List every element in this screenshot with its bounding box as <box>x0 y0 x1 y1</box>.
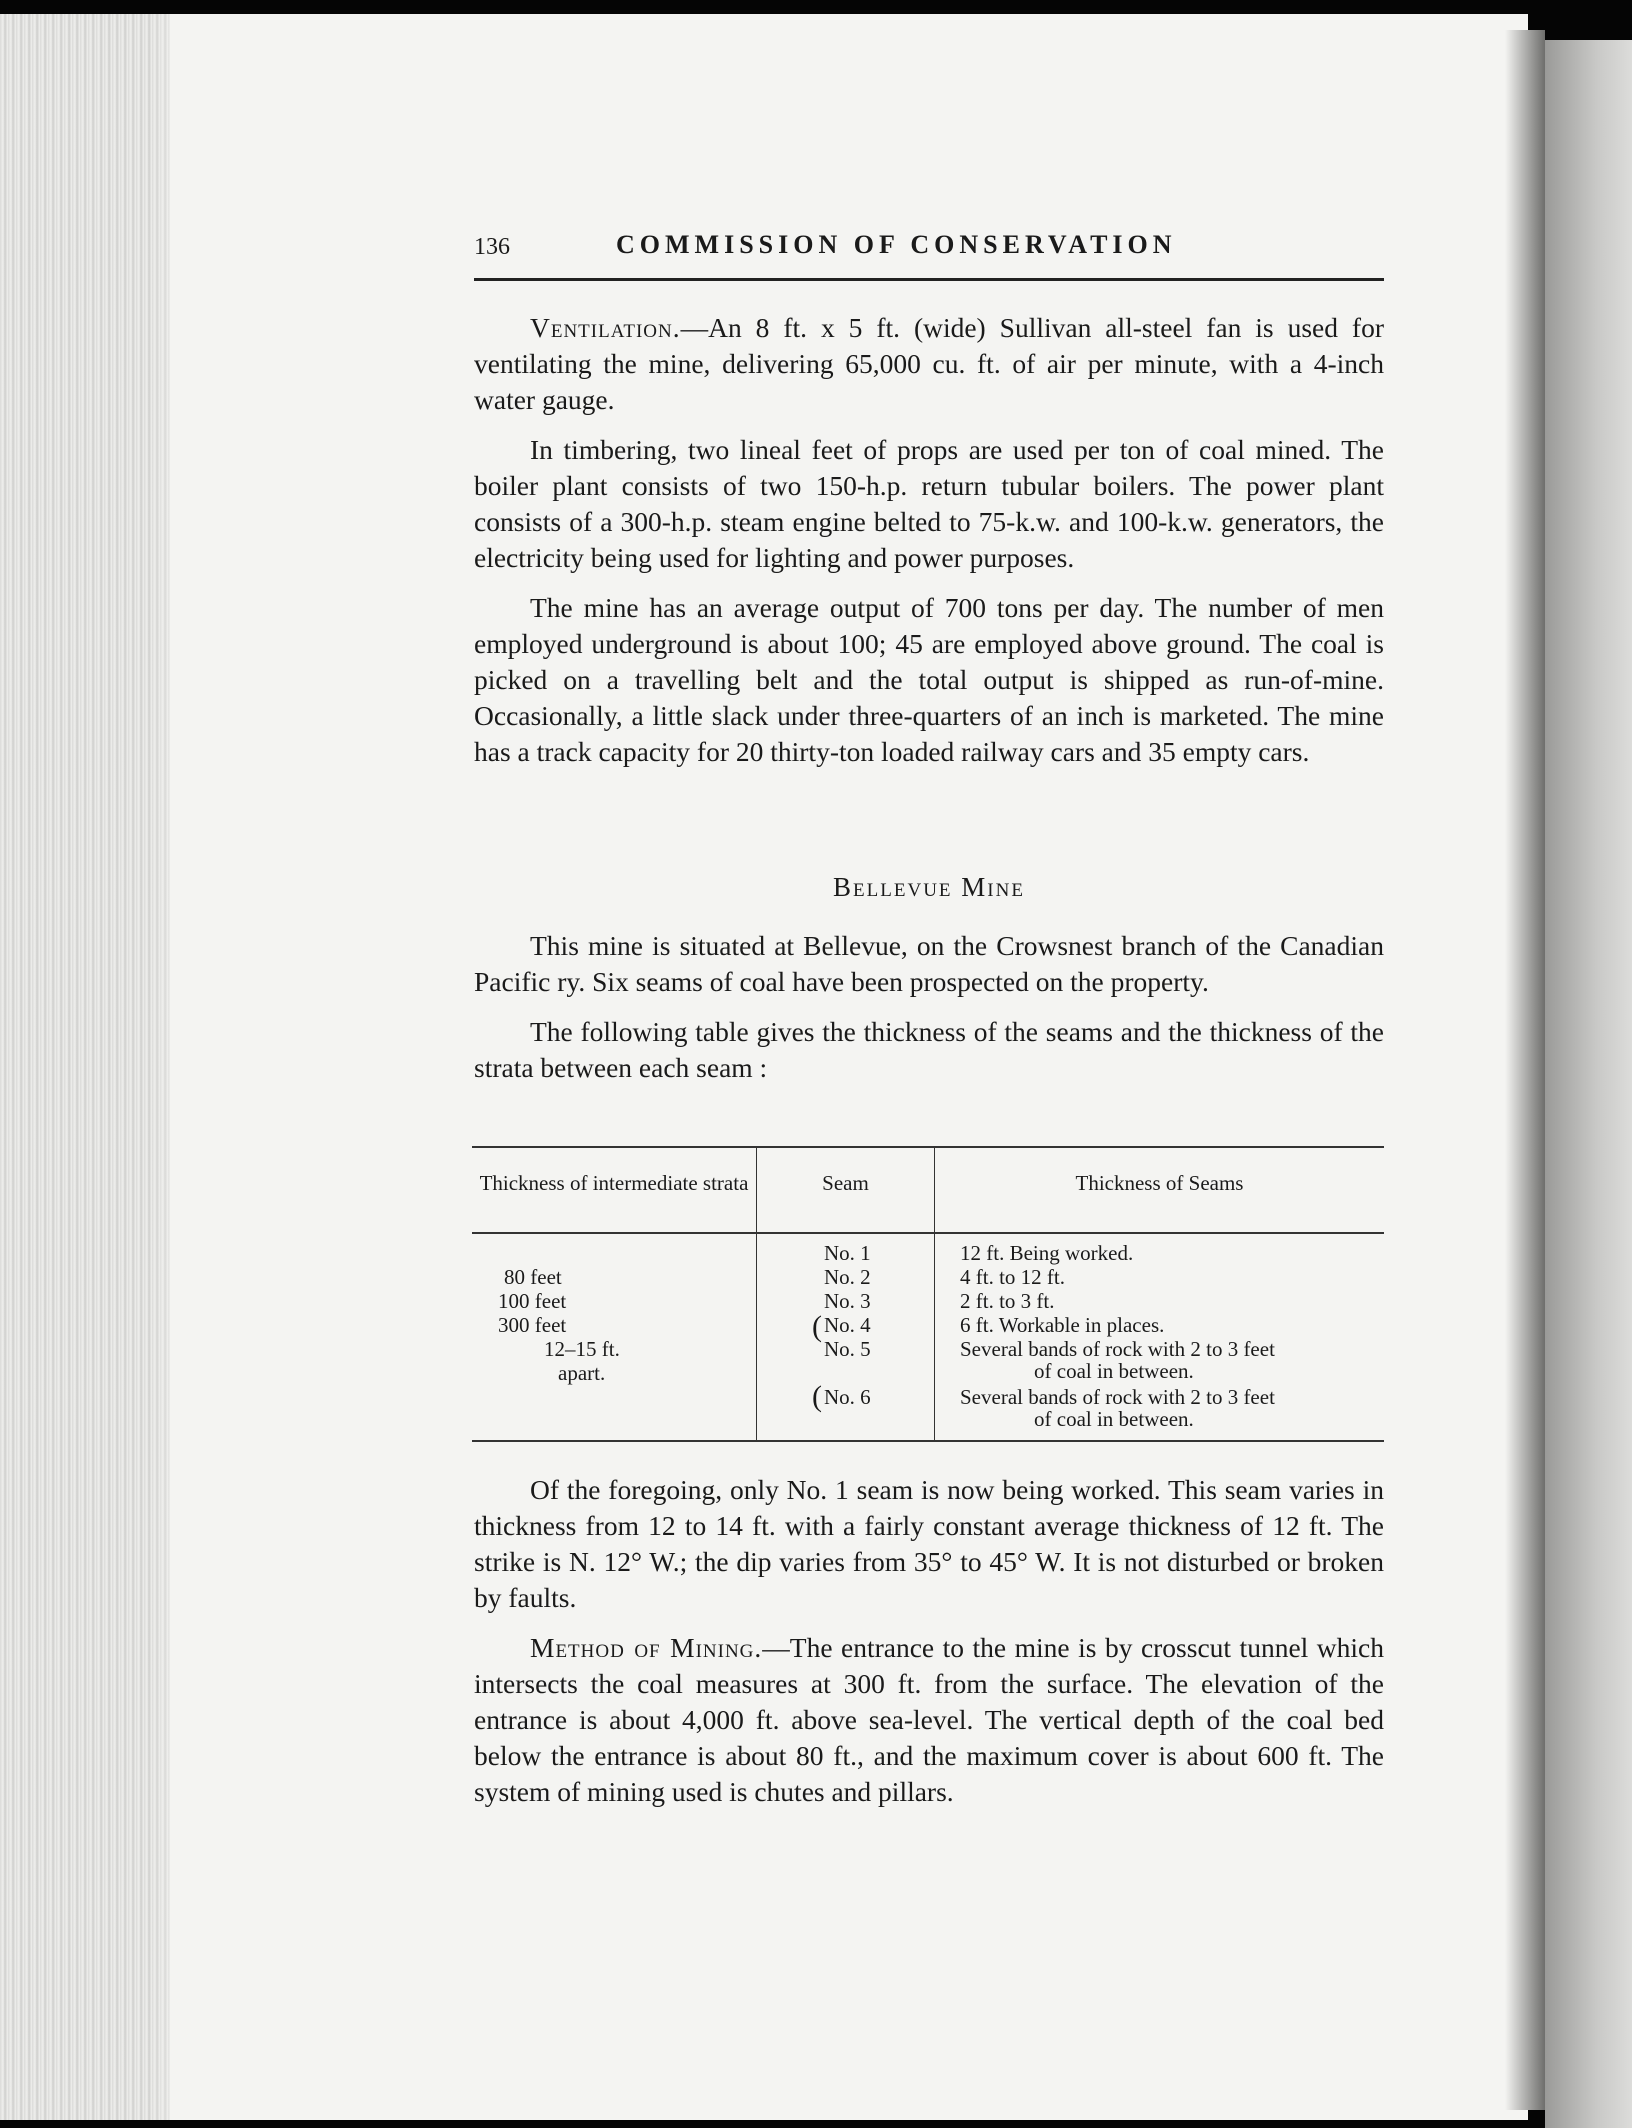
paragraph-method-of-mining <box>474 1630 1384 1810</box>
table-bottom-rule <box>472 1440 1384 1442</box>
book-spine <box>1505 30 1545 2110</box>
seam-brace: ( <box>812 1310 822 1343</box>
thickness-cell: Several bands of rock with 2 to 3 feet <box>960 1385 1275 1409</box>
table-top-rule <box>472 1146 1384 1148</box>
thickness-cell: 2 ft. to 3 ft. <box>960 1289 1055 1313</box>
thickness-cell: of coal in between. <box>1034 1407 1194 1431</box>
seam-cell: No. 2 <box>824 1265 871 1289</box>
strata-cell: 80 feet <box>504 1265 562 1289</box>
thickness-cell: 6 ft. Workable in places. <box>960 1313 1165 1337</box>
paragraph-location: This mine is situated at Bellevue, on the Crowsnest branch of the Canadian Pacific ry. Six seams of coal have been prospected on the property. <box>474 930 1384 997</box>
seam-brace: ( <box>812 1380 822 1413</box>
seam-cell: No. 4 <box>824 1313 871 1337</box>
paragraph-text: Of the foregoing, only No. 1 seam is now being worked. This seam varies in thickness from 12 to 14 ft. with a fairly constant average thickness of 12 ft. The strike is N. 12° W.; the dip varies from 35° to 45° W. It is not disturbed or broken by faults. <box>474 1474 1384 1613</box>
header-rule <box>474 278 1384 281</box>
header-seam: Seam <box>822 1171 869 1195</box>
paragraph-text: —The entrance to the mine is by crosscut tunnel which intersects the coal measures at 300 ft. from the surface. The elevation of the entrance is about 4,000 ft. above sea-level. The vertical depth of the coal bed below the entrance is about 80 ft., and the maximum cover is about 600 ft. The system of mining used is chutes and pillars. <box>474 1632 1384 1807</box>
paragraph-lead: Ventilation. <box>530 312 681 343</box>
paragraph-ventilation <box>474 310 1384 418</box>
thickness-cell: Several bands of rock with 2 to 3 feet <box>960 1337 1275 1361</box>
strata-cell: 12–15 ft. <box>544 1337 620 1361</box>
strata-cell: 100 feet <box>498 1289 567 1313</box>
thickness-cell: of coal in between. <box>1034 1359 1194 1383</box>
paragraph-text: The mine has an average output of 700 tons per day. The number of men employed underground is about 100; 45 are employed above ground. The coal is picked on a travelling belt and the total output is shipped as run-of-mine. Occasionally, a little slack under three-quarters of an inch is marketed. The mine has a track capacity for 20 thirty-ton loaded railway cars and 35 empty cars. <box>474 592 1384 767</box>
seam-cell: No. 1 <box>824 1241 871 1265</box>
seams-table <box>472 1146 1384 1442</box>
seam-cell: No. 6 <box>824 1385 871 1409</box>
seam-cell: No. 5 <box>824 1337 871 1361</box>
paragraph-seam-details <box>474 1472 1384 1616</box>
thickness-cell: 12 ft. Being worked. <box>960 1241 1134 1265</box>
table-header-rule <box>472 1232 1384 1234</box>
thickness-cell: 4 ft. to 12 ft. <box>960 1265 1065 1289</box>
paragraph-output <box>474 590 1384 770</box>
header-strata: Thickness of intermediate strata <box>479 1171 749 1195</box>
body-text-bottom <box>474 1472 1384 1810</box>
paragraph-timbering <box>474 432 1384 576</box>
paragraph-text: In timbering, two lineal feet of props are used per ton of coal mined. The boiler plant consists of two 150-h.p. return tubular boilers. The power plant consists of a 300-h.p. steam engine belted to 75-k.w. and 100-k.w. generators, the electricity being used for lighting and power purposes. <box>474 434 1384 573</box>
paragraph-table-intro: The following table gives the thickness of the seams and the thickness of the strata between each seam : <box>474 1016 1384 1083</box>
page-edge-fade <box>150 14 210 2120</box>
strata-cell: apart. <box>558 1361 606 1385</box>
running-head-title: COMMISSION OF CONSERVATION <box>616 230 1177 259</box>
seam-cell: No. 3 <box>824 1289 871 1313</box>
body-text-top <box>474 310 1384 770</box>
body-text-mid <box>474 928 1384 1086</box>
section-heading: Bellevue Mine <box>833 872 1025 902</box>
strata-cell: 300 feet <box>498 1313 567 1337</box>
paragraph-text: —An 8 ft. x 5 ft. (wide) Sullivan all-steel fan is used for ventilating the mine, delivering 65,000 cu. ft. of air per minute, with a 4-inch water gauge. <box>474 312 1384 415</box>
header-thickness: Thickness of Seams <box>1075 1171 1244 1195</box>
facing-page-edge <box>1545 40 1632 2128</box>
paragraph-lead: Method of Mining. <box>530 1632 763 1663</box>
page-number: 136 <box>474 234 510 260</box>
page-edges <box>0 14 170 2120</box>
running-head <box>474 230 1384 270</box>
